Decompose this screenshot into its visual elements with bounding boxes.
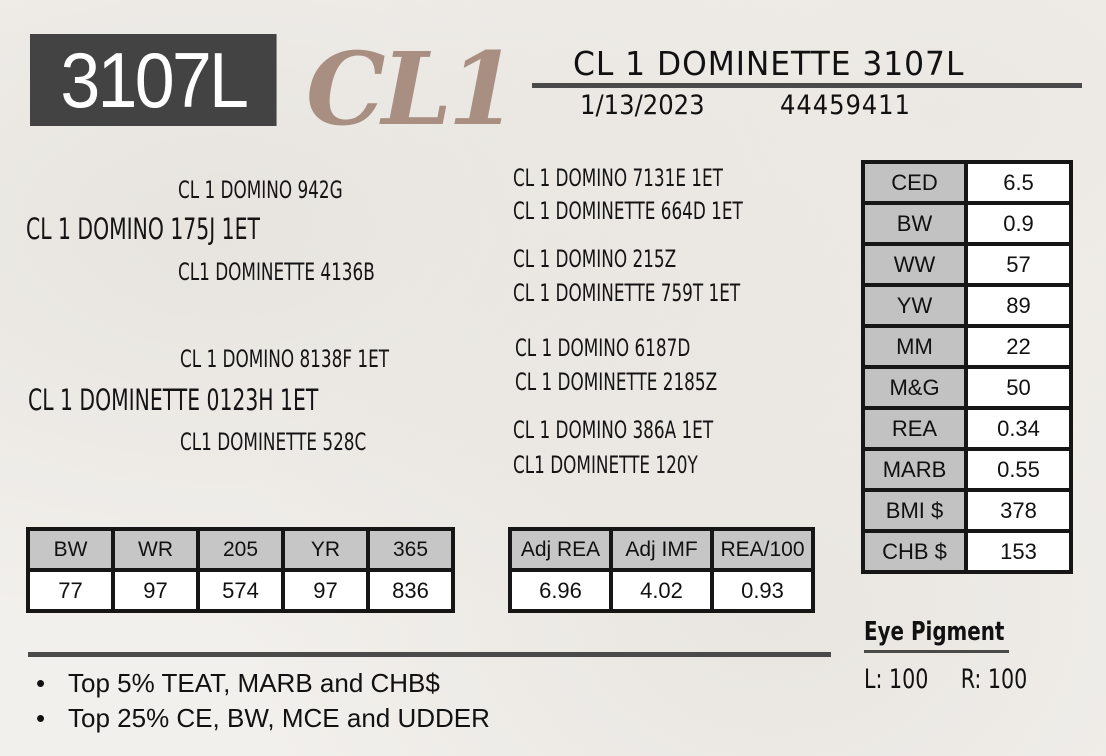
table-cell: 77 xyxy=(30,572,111,609)
highlight-text: Top 25% CE, BW, MCE and UDDER xyxy=(68,703,490,733)
epd-label: CED xyxy=(865,164,964,201)
epd-label: BW xyxy=(865,205,964,242)
epd-value: 378 xyxy=(968,492,1069,529)
pedigree-dam-of-sire: CL1 DOMINETTE 4136B xyxy=(178,258,375,286)
table-header: BW xyxy=(30,531,111,568)
pedigree-dam-of-dam: CL1 DOMINETTE 528C xyxy=(180,428,367,456)
highlight-text: Top 5% TEAT, MARB and CHB$ xyxy=(68,668,440,698)
pedigree-ss-sire: CL 1 DOMINO 7131E 1ET xyxy=(513,164,723,192)
epd-label: M&G xyxy=(865,369,964,406)
epd-label: YW xyxy=(865,287,964,324)
pedigree-sd-dam: CL 1 DOMINETTE 759T 1ET xyxy=(513,279,741,307)
title-divider xyxy=(532,83,1082,88)
epd-label: REA xyxy=(865,410,964,447)
performance-table xyxy=(26,527,455,613)
eye-pigment-left: L: 100 xyxy=(864,664,929,695)
epd-value: 0.9 xyxy=(968,205,1069,242)
epd-label: MM xyxy=(865,328,964,365)
table-header-row xyxy=(30,531,451,568)
table-header: REA/100 xyxy=(714,531,811,568)
bullet-icon: • xyxy=(36,668,46,698)
table-header: Adj REA xyxy=(512,531,609,568)
epd-label: WW xyxy=(865,246,964,283)
epd-value: 6.5 xyxy=(968,164,1069,201)
eye-pigment-values xyxy=(864,664,1060,695)
table-cell: 97 xyxy=(285,572,366,609)
logo-text: CL1 xyxy=(306,30,514,140)
pedigree-dd-dam: CL1 DOMINETTE 120Y xyxy=(513,451,698,479)
table-header-row xyxy=(512,531,811,568)
table-header: 365 xyxy=(370,531,451,568)
table-header: YR xyxy=(285,531,366,568)
table-cell: 574 xyxy=(200,572,281,609)
table-header: WR xyxy=(115,531,196,568)
table-cell: 4.02 xyxy=(613,572,710,609)
epd-label: BMI $ xyxy=(865,492,964,529)
epd-row xyxy=(865,328,1069,365)
pedigree-dd-sire: CL 1 DOMINO 386A 1ET xyxy=(513,416,714,444)
epd-label: CHB $ xyxy=(865,533,964,570)
table-cell: 6.96 xyxy=(512,572,609,609)
epd-row xyxy=(865,164,1069,201)
table-cell: 836 xyxy=(370,572,451,609)
pedigree-sire-of-sire: CL 1 DOMINO 942G xyxy=(178,176,343,204)
pedigree-ds-dam: CL 1 DOMINETTE 2185Z xyxy=(515,368,718,396)
epd-value: 50 xyxy=(968,369,1069,406)
epd-row xyxy=(865,451,1069,488)
epd-row xyxy=(865,533,1069,570)
epd-row xyxy=(865,287,1069,324)
highlights-list xyxy=(36,666,490,736)
epd-row xyxy=(865,492,1069,529)
pedigree-dam: CL 1 DOMINETTE 0123H 1ET xyxy=(28,383,319,417)
table-row xyxy=(512,572,811,609)
registration-number: 44459411 xyxy=(780,90,911,121)
pedigree-sd-sire: CL 1 DOMINO 215Z xyxy=(513,245,677,273)
epd-value: 0.55 xyxy=(968,451,1069,488)
pedigree-sire-of-dam: CL 1 DOMINO 8138F 1ET xyxy=(180,345,389,373)
highlights-divider xyxy=(28,652,831,657)
animal-name: CL 1 DOMINETTE 3107L xyxy=(573,44,965,83)
epd-value: 89 xyxy=(968,287,1069,324)
epd-value: 153 xyxy=(968,533,1069,570)
table-header: 205 xyxy=(200,531,281,568)
epd-value: 0.34 xyxy=(968,410,1069,447)
cl1-logo xyxy=(300,22,525,140)
pedigree-ss-dam: CL 1 DOMINETTE 664D 1ET xyxy=(513,197,743,225)
epd-row xyxy=(865,205,1069,242)
epd-value: 57 xyxy=(968,246,1069,283)
epd-label: MARB xyxy=(865,451,964,488)
epd-row xyxy=(865,369,1069,406)
eye-pigment-title: Eye Pigment xyxy=(864,617,1005,647)
pedigree-ds-sire: CL 1 DOMINO 6187D xyxy=(515,334,691,362)
eye-pigment-right: R: 100 xyxy=(960,664,1028,695)
list-item xyxy=(36,666,490,701)
epd-value: 22 xyxy=(968,328,1069,365)
list-item xyxy=(36,701,490,736)
pedigree-sire: CL 1 DOMINO 175J 1ET xyxy=(26,212,260,246)
table-cell: 0.93 xyxy=(714,572,811,609)
eye-pigment-underline xyxy=(864,650,1009,653)
table-row xyxy=(30,572,451,609)
table-cell: 97 xyxy=(115,572,196,609)
carcass-table xyxy=(508,527,815,613)
epd-row xyxy=(865,410,1069,447)
birth-date: 1/13/2023 xyxy=(580,90,705,121)
tag-number: 3107L xyxy=(60,35,247,124)
epd-table xyxy=(861,160,1073,574)
epd-row xyxy=(865,246,1069,283)
table-header: Adj IMF xyxy=(613,531,710,568)
tag-number-box xyxy=(30,34,277,126)
bullet-icon: • xyxy=(36,703,46,733)
